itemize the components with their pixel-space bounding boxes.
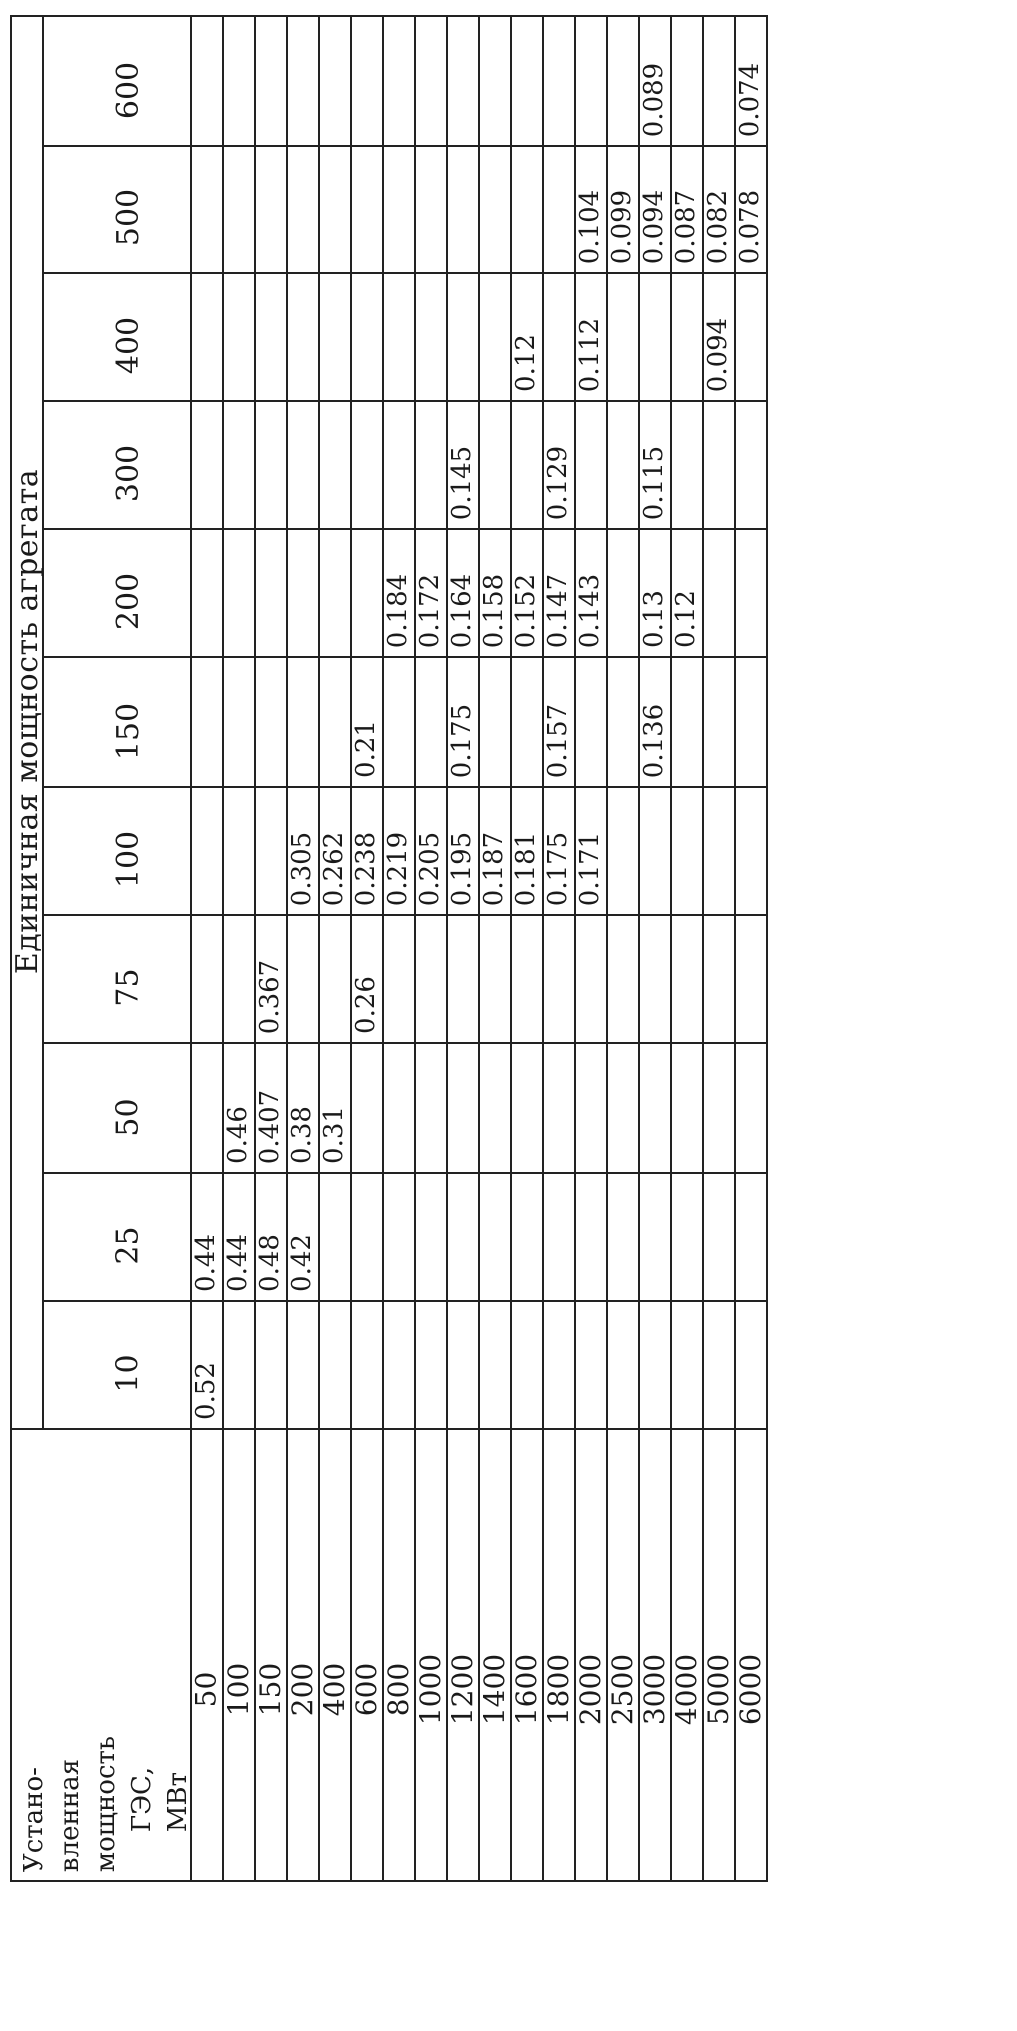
- column-header: 200: [110, 572, 146, 630]
- table-cell: 0.13: [638, 590, 669, 648]
- row-separator: [446, 15, 448, 1880]
- row-separator: [606, 15, 608, 1880]
- row-separator: [478, 15, 480, 1880]
- table-cell: 0.112: [575, 317, 606, 393]
- row-separator: [734, 15, 736, 1880]
- stub-header-line: Устано-: [19, 1767, 50, 1873]
- stub-header-line: вленная: [55, 1758, 86, 1873]
- table-cell: 0.082: [703, 189, 734, 265]
- row-separator: [254, 15, 256, 1880]
- table-cell: 0.181: [511, 831, 542, 907]
- column-separator: [42, 400, 768, 402]
- table-cell: 0.38: [286, 1106, 317, 1164]
- table-cell: 0.407: [255, 1089, 286, 1165]
- table-border-right: [766, 15, 768, 1880]
- row-separator: [510, 15, 512, 1880]
- table-cell: 0.305: [287, 831, 318, 907]
- table-cell: 0.157: [543, 703, 574, 779]
- column-header: 25: [110, 1225, 146, 1265]
- table-cell: 0.184: [383, 573, 414, 649]
- row-label: 50: [189, 1671, 223, 1707]
- column-header: 300: [110, 444, 146, 502]
- table-cell: 0.129: [543, 445, 574, 521]
- row-label: 6000: [733, 1653, 767, 1725]
- row-separator: [286, 15, 288, 1880]
- table-cell: 0.26: [350, 976, 381, 1034]
- row-label: 2000: [573, 1653, 607, 1725]
- column-separator: [42, 656, 768, 658]
- table-cell: 0.367: [255, 959, 286, 1035]
- table-cell: 0.195: [447, 831, 478, 907]
- table-border-bottom: [10, 1880, 768, 1882]
- table-cell: 0.074: [735, 62, 766, 138]
- table-cell: 0.12: [670, 590, 701, 648]
- row-separator: [542, 15, 544, 1880]
- table-cell: 0.44: [222, 1234, 253, 1292]
- table-cell: 0.171: [575, 831, 606, 907]
- table-cell: 0.187: [479, 831, 510, 907]
- table-cell: 0.31: [318, 1106, 349, 1164]
- table-cell: 0.145: [447, 445, 478, 521]
- table-cell: 0.094: [639, 189, 670, 265]
- table-cell: 0.175: [447, 703, 478, 779]
- row-separator: [574, 15, 576, 1880]
- column-separator: [42, 528, 768, 530]
- table-cell: 0.087: [671, 189, 702, 265]
- row-separator: [350, 15, 352, 1880]
- row-label: 100: [221, 1662, 255, 1716]
- table-cell: 0.44: [190, 1234, 221, 1292]
- stub-header-line: МВт: [163, 1771, 194, 1833]
- table-cell: 0.12: [510, 334, 541, 392]
- table-cell: 0.48: [254, 1234, 285, 1292]
- column-header: 75: [110, 967, 146, 1007]
- table-cell: 0.147: [543, 573, 574, 649]
- table-cell: 0.172: [415, 573, 446, 649]
- row-label: 5000: [701, 1653, 735, 1725]
- table-cell: 0.219: [383, 831, 414, 907]
- table-cell: 0.104: [575, 189, 606, 265]
- spanner-header: Единичная мощность агрегата: [9, 468, 45, 975]
- column-header: 150: [110, 702, 146, 760]
- row-label: 200: [285, 1662, 319, 1716]
- column-header: 100: [110, 830, 146, 888]
- table-cell: 0.152: [511, 573, 542, 649]
- table-cell: 0.46: [222, 1106, 253, 1164]
- table-border-top: [10, 15, 768, 17]
- row-label: 1200: [445, 1653, 479, 1725]
- row-separator: [638, 15, 640, 1880]
- row-separator: [702, 15, 704, 1880]
- row-separator: [190, 15, 192, 1880]
- stub-header: [16, 1736, 196, 1872]
- table-cell: 0.143: [575, 573, 606, 649]
- column-separator: [42, 1172, 768, 1174]
- column-header: 400: [110, 316, 146, 374]
- row-label: 1600: [509, 1653, 543, 1725]
- row-label: 3000: [637, 1653, 671, 1725]
- table-cell: 0.136: [639, 703, 670, 779]
- column-separator: [42, 272, 768, 274]
- table-cell: 0.158: [479, 573, 510, 649]
- table-cell: 0.175: [543, 831, 574, 907]
- table-cell: 0.21: [350, 720, 381, 778]
- table-cell: 0.205: [415, 831, 446, 907]
- row-separator: [670, 15, 672, 1880]
- row-separator: [414, 15, 416, 1880]
- column-separator: [42, 786, 768, 788]
- column-header: 600: [110, 61, 146, 119]
- row-label: 150: [253, 1662, 287, 1716]
- row-label: 1400: [477, 1653, 511, 1725]
- row-label: 2500: [605, 1653, 639, 1725]
- table-cell: 0.262: [319, 831, 350, 907]
- row-separator: [222, 15, 224, 1880]
- row-label: 400: [317, 1662, 351, 1716]
- table-cell: 0.42: [286, 1234, 317, 1292]
- table-cell: 0.164: [447, 573, 478, 649]
- column-separator: [42, 1042, 768, 1044]
- row-separator: [318, 15, 320, 1880]
- column-header: 500: [110, 188, 146, 246]
- table-cell: 0.238: [351, 831, 382, 907]
- table-cell: 0.089: [639, 62, 670, 138]
- table-cell: 0.115: [639, 445, 670, 521]
- table-cell: 0.52: [190, 1362, 221, 1420]
- column-separator: [42, 145, 768, 147]
- row-label: 4000: [669, 1653, 703, 1725]
- table-cell: 0.094: [703, 317, 734, 393]
- stub-header-line: ГЭС,: [127, 1766, 158, 1833]
- column-separator: [10, 1428, 768, 1430]
- table-cell: 0.099: [607, 189, 638, 265]
- column-separator: [42, 914, 768, 916]
- table-cell: 0.078: [735, 189, 766, 265]
- stub-header-line: мощность: [91, 1735, 122, 1873]
- column-separator: [42, 1300, 768, 1302]
- row-label: 600: [349, 1662, 383, 1716]
- row-separator: [382, 15, 384, 1880]
- row-label: 800: [381, 1662, 415, 1716]
- column-header: 10: [110, 1353, 146, 1393]
- column-header: 50: [110, 1097, 146, 1137]
- row-label: 1000: [413, 1653, 447, 1725]
- row-label: 1800: [541, 1653, 575, 1725]
